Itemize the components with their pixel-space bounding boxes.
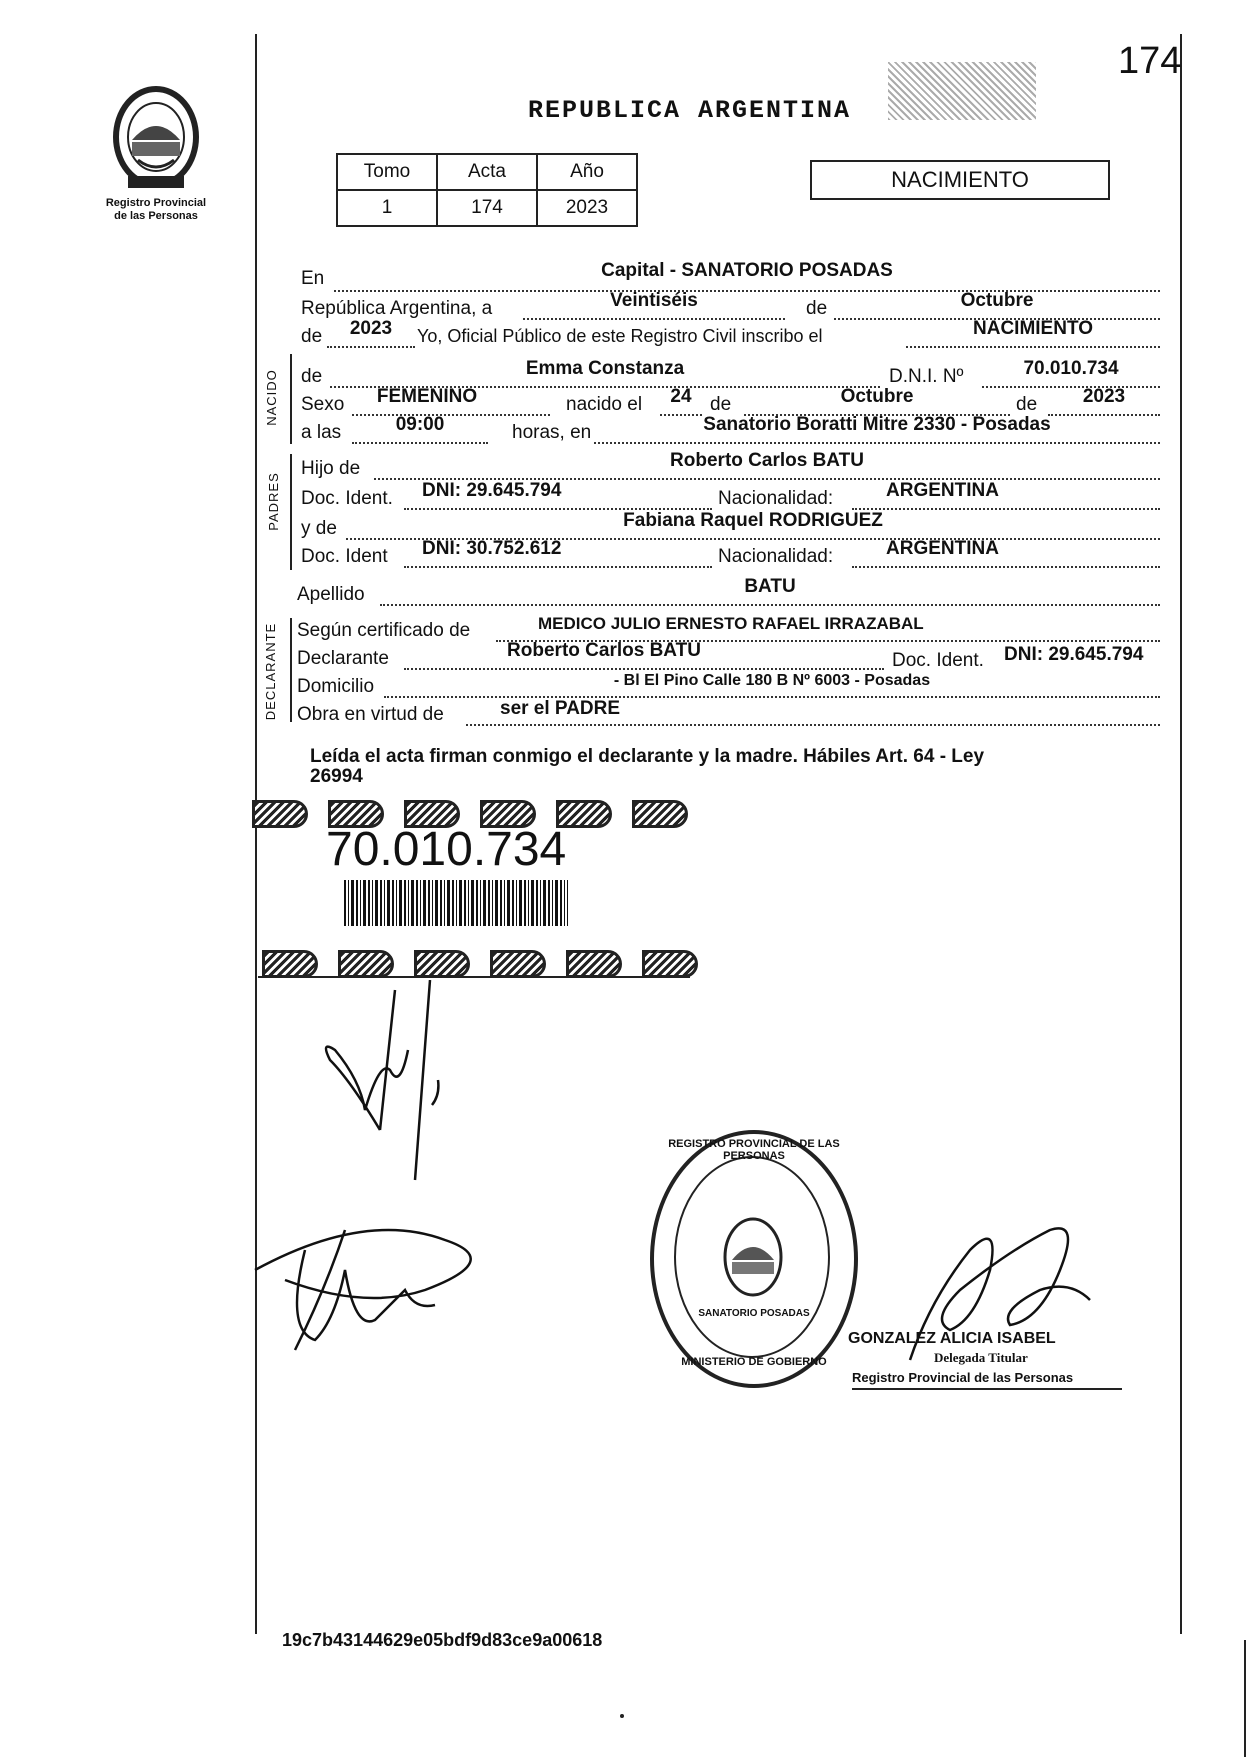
declarant-relation: ser el PADRE [500, 698, 621, 719]
section-tag-padres: PADRES [265, 472, 281, 531]
mother-doc: DNI: 30.752.612 [422, 538, 562, 559]
ink-dot [620, 1714, 624, 1718]
security-sticker-bottom-row [262, 950, 702, 978]
official-seal [650, 1130, 858, 1388]
label-declarant-doc: Doc. Ident. [892, 650, 984, 671]
father-nationality: ARGENTINA [886, 480, 999, 501]
label-hijo-de: Hijo de [301, 458, 361, 479]
document-title: REPUBLICA ARGENTINA [528, 96, 852, 125]
birth-year: 2023 [1082, 386, 1126, 407]
province-logo [106, 82, 206, 192]
section-tag-declarante: DECLARANTE [263, 622, 279, 721]
declarant-signature [320, 980, 460, 1210]
label-de-birth-year: de [1016, 394, 1038, 415]
label-a-las: a las [301, 422, 342, 443]
label-domicilio: Domicilio [297, 676, 375, 697]
table-value-tomo: 1 [337, 190, 437, 226]
birth-place: Sanatorio Boratti Mitre 2330 - Posadas [703, 414, 1051, 435]
official-underline [852, 1388, 1122, 1390]
inscription-type: NACIMIENTO [973, 318, 1093, 339]
section-bracket-nacido [290, 354, 292, 444]
table-value-acta: 174 [437, 190, 537, 226]
table-value-ano: 2023 [537, 190, 637, 226]
right-edge-line [1244, 1640, 1246, 1757]
registration-month: Octubre [960, 290, 1034, 311]
surname: BATU [744, 576, 796, 597]
seal-ring-text: REGISTRO PROVINCIAL DE LAS PERSONAS [668, 1138, 840, 1162]
seal-bottom-text: MINISTERIO DE GOBIERNO [681, 1356, 827, 1368]
label-mother-doc: Doc. Ident [301, 546, 388, 567]
official-organization: Registro Provincial de las Personas [852, 1370, 1074, 1385]
sticker-underline [258, 976, 690, 978]
label-de: de [806, 298, 828, 319]
label-de-month: de [710, 394, 732, 415]
label-de-year: de [301, 326, 323, 347]
label-declarante: Declarante [297, 648, 389, 669]
document-hash: 19c7b43144629e05bdf9d83ce9a00618 [282, 1630, 603, 1650]
label-y-de: y de [301, 518, 337, 539]
father-doc: DNI: 29.645.794 [422, 480, 562, 501]
label-horas-en: horas, en [512, 422, 592, 443]
declarant-address: - Bl El Pino Calle 180 B Nº 6003 - Posadas [613, 672, 931, 689]
coat-of-arms-icon [106, 82, 206, 192]
seal-inner-text: SANATORIO POSADAS [698, 1308, 810, 1319]
declarant-name: Roberto Carlos BATU [507, 640, 701, 661]
left-margin-line [255, 34, 257, 1634]
birth-day: 24 [670, 386, 692, 407]
mother-signature [245, 1210, 505, 1370]
official-role: Delegada Titular [934, 1350, 1028, 1365]
label-nacido-de: de [301, 366, 323, 387]
section-bracket-padres [290, 454, 292, 570]
medical-certifier: MEDICO JULIO ERNESTO RAFAEL IRRAZABAL [538, 614, 924, 633]
seal-coat-of-arms-icon [718, 1212, 788, 1302]
label-yo-oficial: Yo, Oficial Público de este Registro Civil inscribo el [417, 326, 823, 346]
label-apellido: Apellido [297, 584, 365, 605]
sticker-dni-number: 70.010.734 [326, 823, 567, 876]
barcode [344, 880, 568, 926]
label-father-nationality: Nacionalidad: [718, 488, 834, 509]
right-margin-line [1180, 34, 1182, 1634]
record-type-box [810, 160, 1110, 200]
child-name: Emma Constanza [525, 358, 685, 379]
closing-text-line1: Leída el acta firman conmigo el declarante y la madre. Hábiles Art. 64 - Ley [310, 746, 985, 767]
label-certificado: Según certificado de [297, 620, 471, 641]
page-number: 174 [1118, 40, 1182, 82]
closing-text-line2: 26994 [310, 766, 363, 787]
label-mother-nationality: Nacionalidad: [718, 546, 834, 567]
label-dni: D.N.I. Nº [889, 366, 964, 387]
label-republica: República Argentina, a [301, 298, 493, 319]
birth-month: Octubre [840, 386, 914, 407]
mother-name: Fabiana Raquel RODRIGUEZ [623, 510, 883, 531]
section-tag-nacido: NACIDO [263, 369, 279, 426]
official-name: GONZALEZ ALICIA ISABEL [848, 1330, 1056, 1347]
label-nacido-el: nacido el [566, 394, 643, 415]
section-bracket-declarante [290, 618, 292, 722]
father-name: Roberto Carlos BATU [670, 450, 864, 471]
birth-registry-place: Capital - SANATORIO POSADAS [601, 260, 893, 281]
label-father-doc: Doc. Ident. [301, 488, 393, 509]
table-header-ano: Año [537, 154, 637, 190]
child-dni: 70.010.734 [1023, 358, 1119, 379]
birth-time: 09:00 [395, 414, 445, 435]
declarant-doc: DNI: 29.645.794 [1004, 644, 1144, 665]
table-header-acta: Acta [437, 154, 537, 190]
registration-day: Veintiséis [610, 290, 698, 311]
registration-year: 2023 [349, 318, 393, 339]
record-table [336, 153, 638, 227]
label-obra: Obra en virtud de [297, 704, 444, 725]
mother-nationality: ARGENTINA [886, 538, 999, 559]
watermark-emblem [888, 62, 1036, 120]
child-sex: FEMENINO [376, 386, 478, 407]
label-sexo: Sexo [301, 394, 345, 415]
table-header-tomo: Tomo [337, 154, 437, 190]
label-en: En [301, 268, 325, 289]
logo-caption: Registro Provincial de las Personas [105, 197, 207, 222]
record-type: NACIMIENTO [891, 167, 1029, 192]
